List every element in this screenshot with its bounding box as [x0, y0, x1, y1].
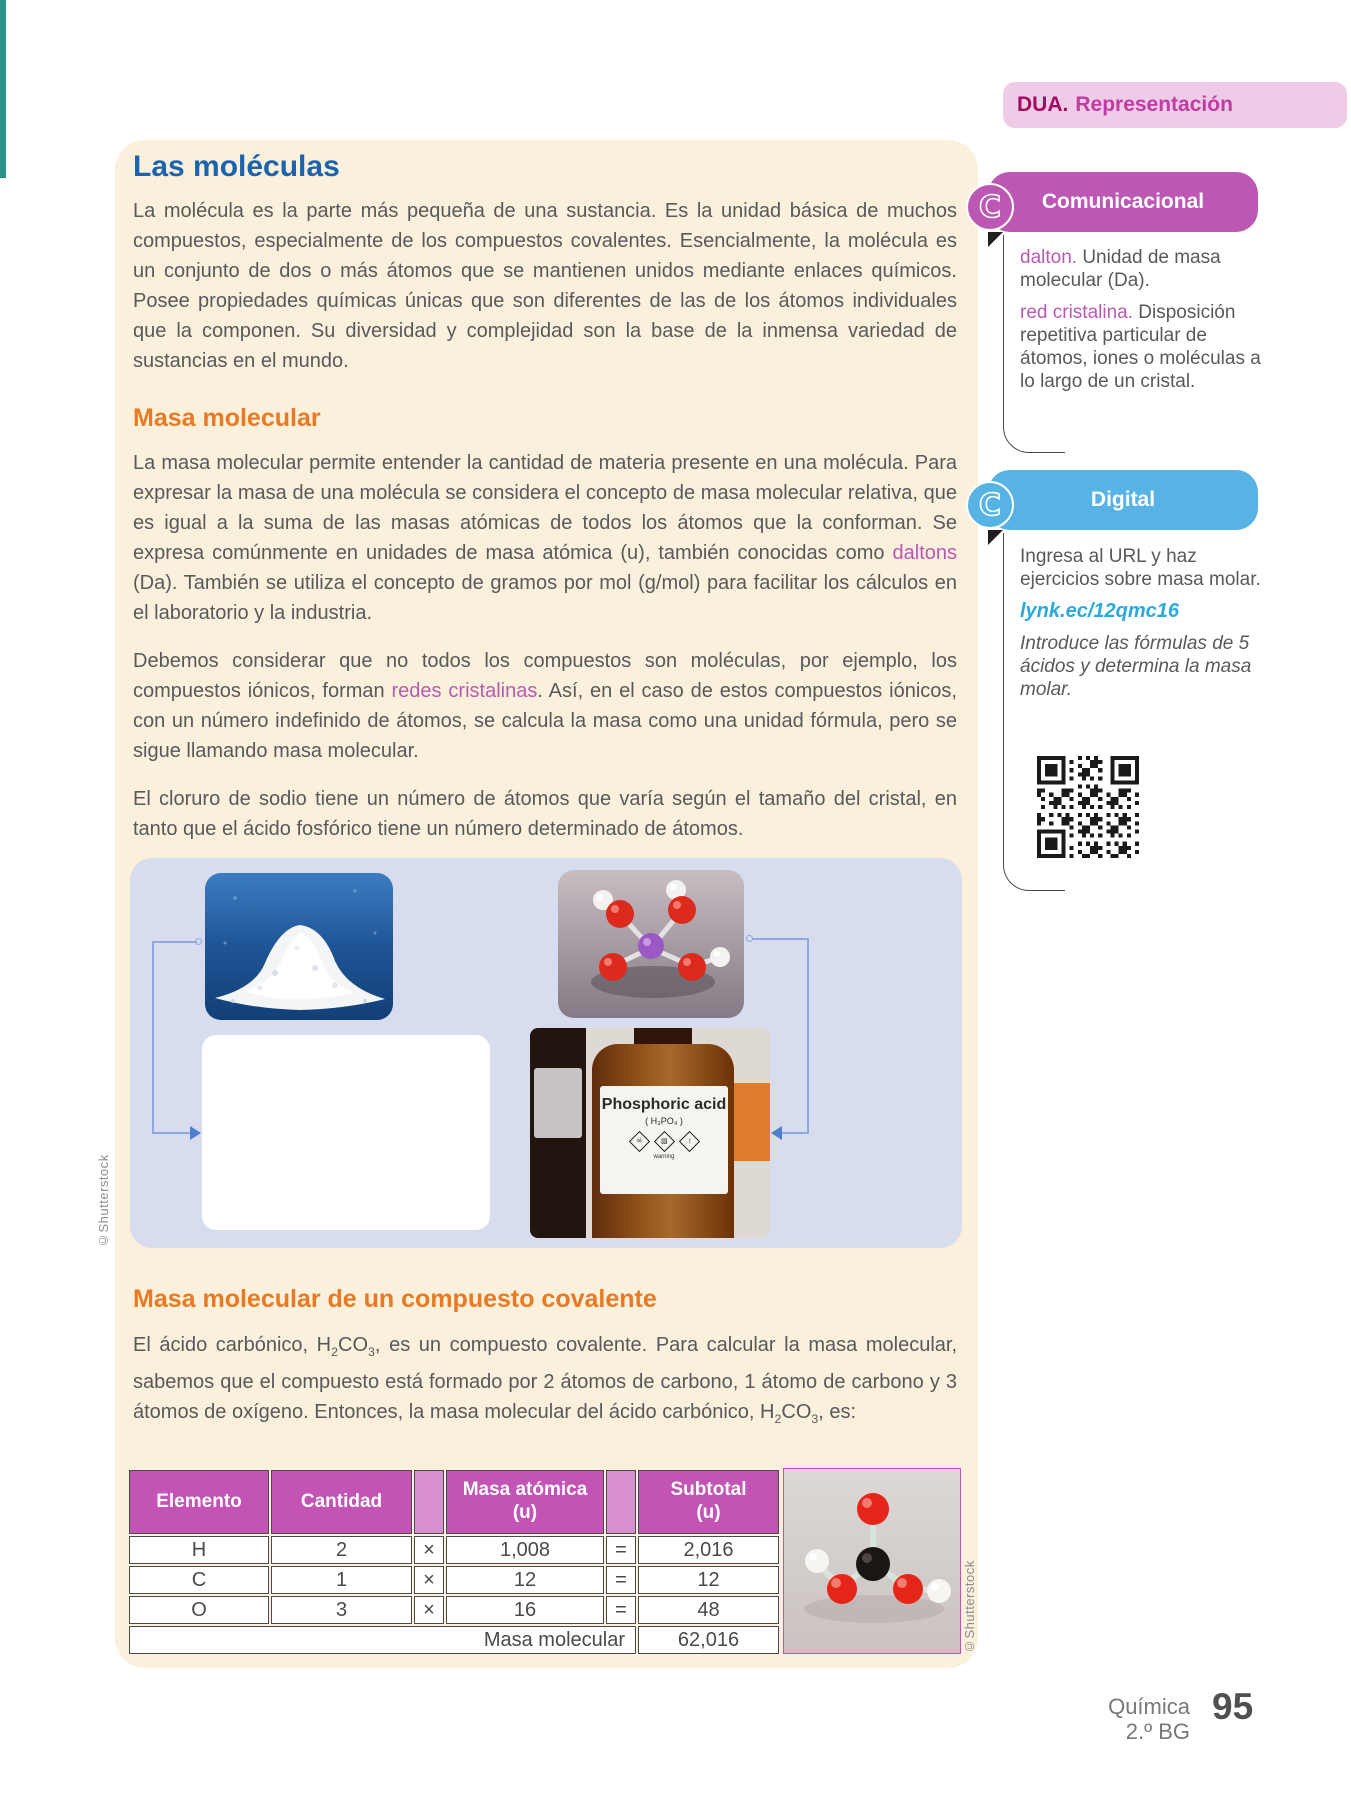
- header-elemento: Elemento: [129, 1470, 269, 1534]
- phosphoric-acid-bottle-photo: [530, 1028, 770, 1238]
- comunicacional-pill: Comunicacional: [988, 172, 1258, 232]
- footer-grade: 2.º BG: [1125, 1719, 1190, 1744]
- hazard-diamond-icons: [600, 1134, 728, 1149]
- hazard-corrosive-icon: ▨: [653, 1131, 674, 1152]
- salt-photo: [205, 873, 393, 1020]
- dua-banner: [1003, 82, 1347, 128]
- glossary: [1020, 246, 1270, 402]
- connector-line: [752, 938, 809, 940]
- paragraph-masa: La masa molecular permite entender la cantidad de materia presente en una molécula. Para expresar la masa de una molécula se considera el concepto de masa molecular relativa, que es igual a la suma de las masas atómicas de todos los átomos que la conforman. Se expresa comúnmente en unidades de masa atómica (u), también conocidas como daltons (Da). También se utiliza el concepto de gramos por mol (g/mol) para facilitar los cálculos en el laboratorio y la industria.: [133, 452, 957, 624]
- glossary-entry: red cristalina. Disposición repetitiva particular de átomos, iones o moléculas a lo largo de un cristal.: [1020, 302, 1261, 392]
- hazard-health-icon: !: [678, 1131, 699, 1152]
- digital-note: Introduce las fórmulas de 5 ácidos y determina la masa molar.: [1020, 633, 1252, 700]
- hazard-toxic-icon: ☠: [628, 1131, 649, 1152]
- bottle-label-formula: ( H₃PO₄ ): [645, 1116, 683, 1126]
- arrow-right-icon: [190, 1126, 201, 1140]
- background-orange-label: [732, 1083, 770, 1161]
- connector-line: [152, 1132, 192, 1134]
- footer-course: [1040, 1694, 1190, 1744]
- table-total-row: [129, 1626, 779, 1654]
- secondary-bottle: [530, 1028, 586, 1238]
- total-label: Masa molecular: [129, 1626, 636, 1654]
- heading-masa-molecular: Masa molecular: [133, 404, 321, 432]
- digital-url-link[interactable]: lynk.ec/12qmc16: [1020, 600, 1179, 622]
- table-row: C 1 × 12 = 12: [129, 1566, 779, 1594]
- heading-compuesto-covalente: Masa molecular de un compuesto covalente: [133, 1285, 657, 1313]
- header-op-equals: [606, 1470, 636, 1534]
- total-value: 62,016: [638, 1626, 779, 1654]
- connector-line: [807, 938, 809, 1134]
- blank-label-box: [202, 1035, 490, 1230]
- c-ring-icon: C: [966, 183, 1014, 231]
- bottle-label-title: Phosphoric acid: [601, 1096, 727, 1113]
- connector-line: [782, 1132, 809, 1134]
- dua-prefix: DUA.: [1017, 93, 1069, 116]
- header-cantidad: Cantidad: [271, 1470, 412, 1534]
- header-subtotal: Subtotal (u): [638, 1470, 779, 1534]
- speech-notch-icon: [988, 530, 1003, 545]
- phosphoric-molecule-photo: [558, 870, 744, 1018]
- glossary-entry: dalton. Unidad de masa molecular (Da).: [1020, 247, 1221, 291]
- connector-line: [152, 941, 154, 1134]
- arrow-left-icon: [771, 1126, 782, 1140]
- paragraph-acido-carbonico: El ácido carbónico, $H_2CO_3$, es un compuesto covalente. Para calcular la masa molecular, sabemos que el compuesto está formado por 2 átomos de carbono, 1 átomo de carbono y 3 átomos de oxígeno. Entonces, la masa molecular del ácido carbónico, $H_2CO_3$, es:: [133, 1334, 957, 1426]
- paragraph-ionicos: Debemos considerar que no todos los compuestos son moléculas, por ejemplo, los compuestos iónicos, forman redes cristalinas. Así, en el caso de estos compuestos iónicos, con un número indefinido de átomos, se calcula la masa como una unidad fórmula, pero se sigue llamando masa molecular.: [133, 650, 957, 762]
- shutterstock-credit: ©Shutterstock: [962, 1560, 977, 1654]
- connector-line: [152, 941, 197, 943]
- paragraph-intro: La molécula es la parte más pequeña de una sustancia. Es la unidad básica de muchos compuestos, especialmente de los compuestos covalentes. Esencialmente, la molécula es un conjunto de dos o más átomos que se mantienen unidos mediante enlaces químicos. Posee propiedades químicas únicas que son diferentes de las de los átomos individuales que la componen. Su diversidad y complejidad son la base de la inmensa variedad de sustancias en el mundo.: [133, 200, 957, 372]
- teal-edge-bar: [0, 0, 6, 178]
- shutterstock-credit: ©Shutterstock: [96, 1154, 111, 1248]
- molecular-mass-table: [127, 1468, 781, 1656]
- header-op-multiply: [414, 1470, 444, 1534]
- paragraph-cloruro: El cloruro de sodio tiene un número de átomos que varía según el tamaño del cristal, en tanto que el ácido fosfórico tiene un número determinado de átomos.: [133, 788, 957, 840]
- table-header-row: [129, 1470, 779, 1534]
- footer-subject: Química: [1108, 1694, 1190, 1719]
- speech-notch-icon: [988, 232, 1003, 247]
- digital-body: [1020, 545, 1270, 701]
- page-title: Las moléculas: [133, 150, 340, 183]
- header-masa-atomica: Masa atómica (u): [446, 1470, 604, 1534]
- table-row: O 3 × 16 = 48: [129, 1596, 779, 1624]
- bottle-label-warning: warning: [653, 1154, 675, 1160]
- qr-code: [1037, 756, 1139, 858]
- dua-label: Representación: [1075, 93, 1233, 116]
- digital-intro: Ingresa al URL y haz ejercicios sobre masa molar.: [1020, 546, 1261, 590]
- carbonic-acid-model-photo: [783, 1468, 961, 1654]
- bottle-label: [600, 1086, 728, 1194]
- digital-pill: Digital: [988, 470, 1258, 530]
- c-ring-icon: C: [966, 481, 1014, 529]
- table-row: H 2 × 1,008 = 2,016: [129, 1536, 779, 1564]
- page-number: 95: [1212, 1686, 1254, 1727]
